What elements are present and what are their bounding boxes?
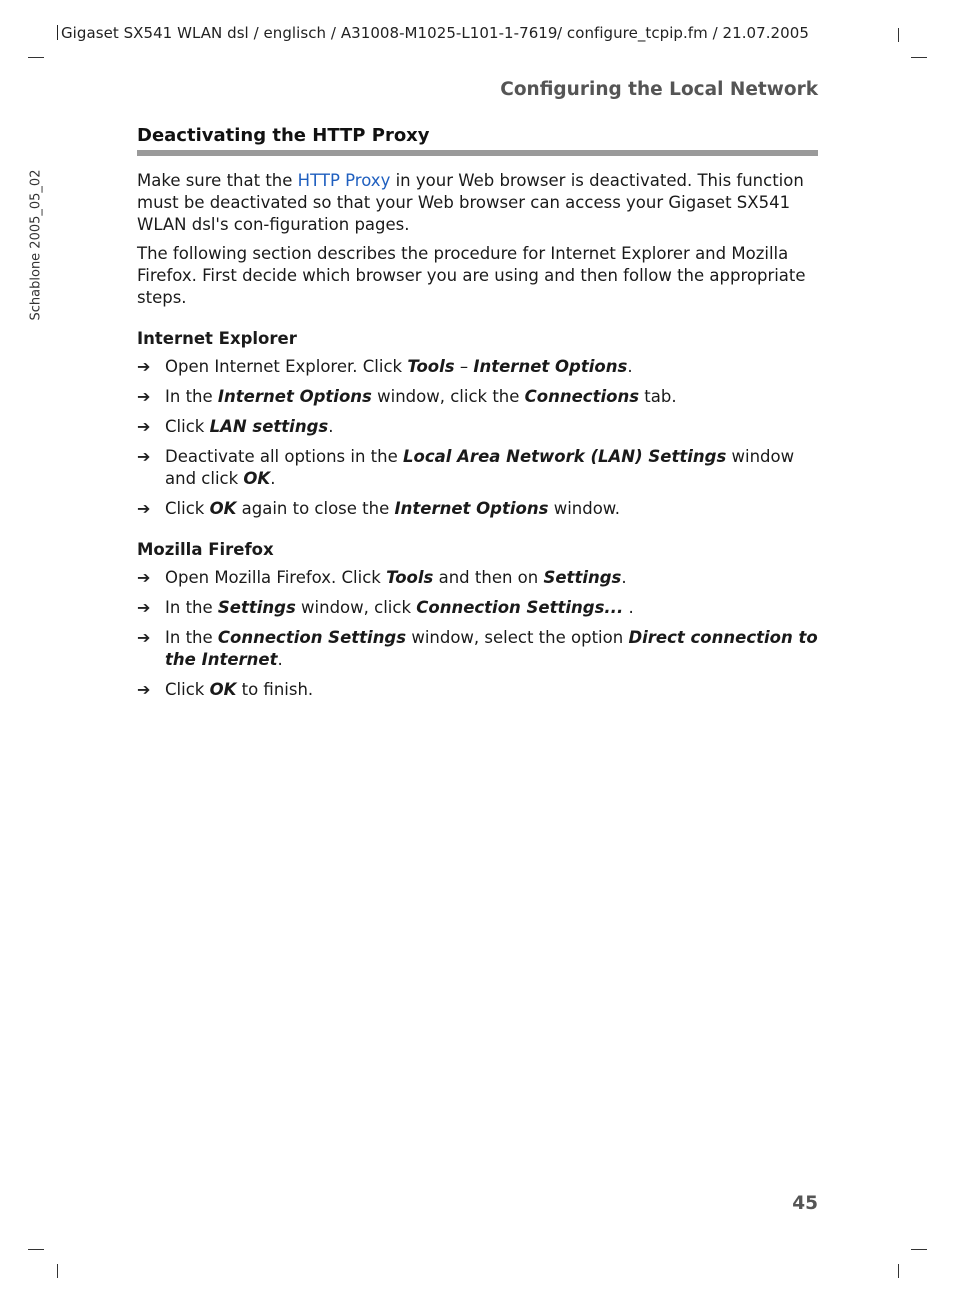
arrow-icon: ➔ bbox=[137, 680, 151, 699]
arrow-icon: ➔ bbox=[137, 387, 151, 406]
section-title: Deactivating the HTTP Proxy bbox=[137, 125, 430, 146]
intro-paragraph-1: Make sure that the HTTP Proxy in your Web browser is deactivated. This function must be deactivated so that your Web browser can access your Gigaset SX541 WLAN dsl's con-figuration pages. bbox=[137, 171, 804, 234]
crop-mark bbox=[28, 1249, 44, 1250]
arrow-icon: ➔ bbox=[137, 447, 151, 466]
page-number: 45 bbox=[792, 1193, 818, 1214]
title-rule bbox=[137, 150, 818, 156]
step-ie-1: ➔ Open Internet Explorer. Click Tools – Internet Options. bbox=[137, 357, 633, 376]
header-right-text: / configure_tcpip.fm / 21.07.2005 bbox=[557, 24, 809, 42]
step-ff-4: ➔ Click OK to finish. bbox=[137, 680, 314, 699]
header-separator bbox=[57, 25, 58, 40]
arrow-icon: ➔ bbox=[137, 598, 151, 617]
header-left-text: Gigaset SX541 WLAN dsl / englisch / A31008-M1025-L101-1-7619 bbox=[61, 24, 558, 42]
step-ie-2: ➔ In the Internet Options window, click the Connections tab. bbox=[137, 387, 677, 406]
subheading-internet-explorer: Internet Explorer bbox=[137, 329, 297, 348]
step-ie-3: ➔ Click LAN settings. bbox=[137, 417, 334, 436]
subheading-mozilla-firefox: Mozilla Firefox bbox=[137, 540, 274, 559]
crop-mark bbox=[911, 57, 927, 58]
step-ff-3: ➔ In the Connection Settings window, select the option Direct connection to the Internet. bbox=[137, 628, 818, 669]
arrow-icon: ➔ bbox=[137, 417, 151, 436]
document-header bbox=[57, 24, 914, 42]
main-content bbox=[137, 170, 822, 709]
crop-mark bbox=[28, 57, 44, 58]
arrow-icon: ➔ bbox=[137, 628, 151, 647]
step-ie-4: ➔ Deactivate all options in the Local Area Network (LAN) Settings window and click OK. bbox=[137, 447, 795, 488]
step-ff-1: ➔ Open Mozilla Firefox. Click Tools and then on Settings. bbox=[137, 568, 627, 587]
step-ie-5: ➔ Click OK again to close the Internet Options window. bbox=[137, 499, 621, 518]
arrow-icon: ➔ bbox=[137, 357, 151, 376]
step-ff-2: ➔ In the Settings window, click Connection Settings... . bbox=[137, 598, 634, 617]
template-label: Schablone 2005_05_02 bbox=[28, 169, 44, 321]
intro-paragraph-2: The following section describes the procedure for Internet Explorer and Mozilla Firefox. First decide which browser you are using and then follow the appropriate steps. bbox=[137, 244, 806, 307]
crop-mark bbox=[911, 1249, 927, 1250]
http-proxy-link[interactable]: HTTP Proxy bbox=[297, 171, 391, 190]
arrow-icon: ➔ bbox=[137, 568, 151, 587]
arrow-icon: ➔ bbox=[137, 499, 151, 518]
crop-mark bbox=[898, 1264, 899, 1278]
crop-mark bbox=[57, 1264, 58, 1278]
running-head: Configuring the Local Network bbox=[500, 79, 818, 100]
